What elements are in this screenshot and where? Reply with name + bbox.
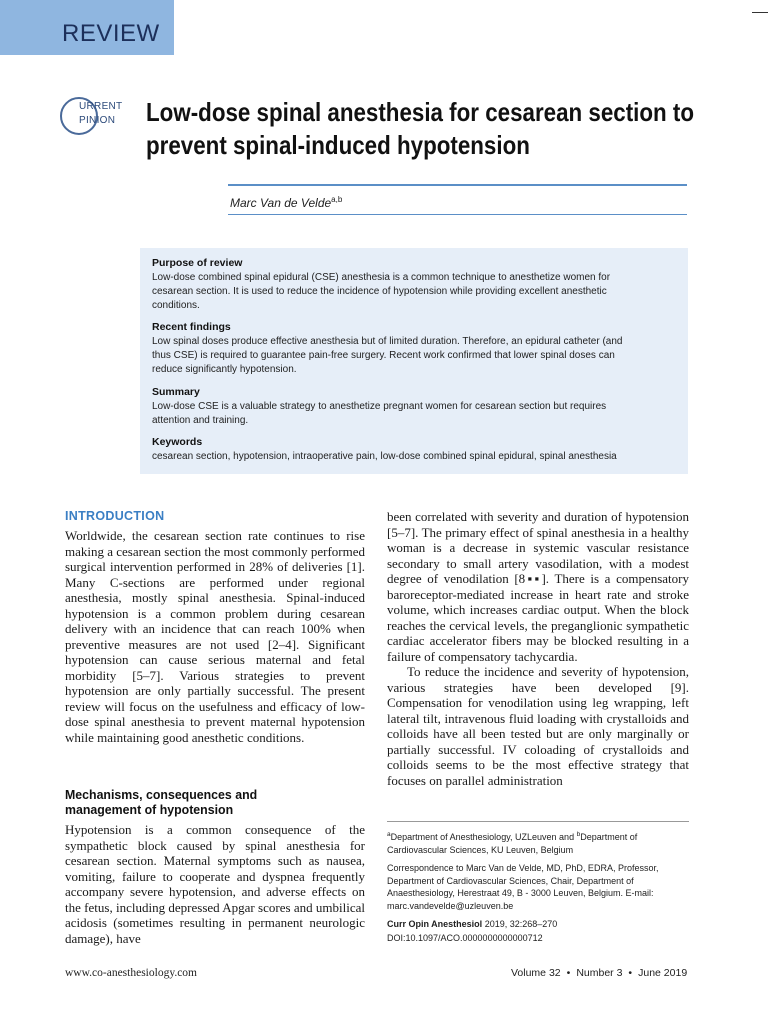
intro-paragraph: Worldwide, the cesarean section rate continues to rise making a cesarean section the most commonly performed surgical intervention performed in 28% of deliveries [1]. Many C-sections are performed under regional anesthesia, mostly spinal anesthesia. Spinal-induced hypotension is a common problem during cesarean delivery with an incidence that can reach 100% when preventive measures are not used [2–4]. Significant hypotension can cause serious maternal and fetal morbidity [5–7]. Various strategies to prevent hypotension are only partially successful. The present review will focus on the usefulness and efficacy of low-dose spinal anesthesia to prevent maternal hypotension while maintaining good anesthetic conditions. <box>65 528 365 745</box>
author-line <box>230 195 342 210</box>
logo-line1: URRENT <box>79 101 123 112</box>
author-affil-marks: a,b <box>331 195 343 204</box>
citation-details: 2019, 32:268–270 <box>482 919 558 929</box>
footer-issue-info <box>511 967 687 979</box>
findings-text <box>152 335 682 377</box>
summary-line: Low-dose CSE is a valuable strategy to anesthetize pregnant women for cesarean section but requires <box>152 401 607 412</box>
findings-heading: Recent findings <box>152 321 231 333</box>
right-paragraph-1: been correlated with severity and duration of hypotension [5–7]. The primary effect of spinal anesthesia in a healthy woman is a decrease in systemic vascular resistance secondary to small artery vasodilation, with a modest degree of venodilation [8▪▪]. There is a compensatory baroreceptor-mediated increase in heart rate and stroke volume, which increases cardiac output. When the block reaches the cervical levels, the preganglionic sympathetic cardiac accelerator fibers may be blocked resulting in a failure of compensatory tachycardia. <box>387 509 689 664</box>
findings-line: thus CSE) is required to guarantee pain-free surgery. Recent work confirmed that lower spinal doses can <box>152 350 615 361</box>
findings-line: Low spinal doses produce effective anesthesia but of limited duration. Therefore, an epidural catheter (and <box>152 336 623 347</box>
introduction-heading: INTRODUCTION <box>65 509 165 523</box>
findings-line: reduce significantly hypotension. <box>152 364 297 375</box>
logo-line2: PINION <box>79 115 116 126</box>
citation-journal: Curr Opin Anesthesiol <box>387 919 483 929</box>
affil-mark-a: a <box>387 831 391 838</box>
purpose-text <box>152 271 682 313</box>
left-column-intro <box>65 528 365 745</box>
affil-a: Department of Anesthesiology, UZLeuven and <box>390 832 577 842</box>
author-rule-bottom <box>228 214 687 215</box>
title-line1: Low-dose spinal anesthesia for cesarean section to <box>146 97 694 127</box>
footer-number: Number 3 <box>576 967 623 979</box>
section-tab <box>0 0 174 55</box>
footnote-rule <box>387 821 689 822</box>
summary-line: attention and training. <box>152 415 249 426</box>
right-column <box>387 509 689 788</box>
bullet-separator: • <box>628 967 633 979</box>
correspondence: Correspondence to Marc Van de Velde, MD, PhD, EDRA, Professor, Department of Cardiovascular Sciences, Chair, Department of Anaesthesiology, Herestraat 49, B - 3000 Leuven, Belgium. E-mail: marc.vandevelde@uzleuven.be <box>387 863 659 911</box>
author-rule-top <box>228 184 687 186</box>
mechanisms-paragraph: Hypotension is a common consequence of the sympathetic block caused by spinal anesthesia for cesarean section. Maternal symptoms such as nausea, vomiting, failure to cooperate and dyspnea frequently accompany severe hypotension, and adverse effects on the fetus, including depressed Apgar scores and umbilical acidosis (sometimes resulting in permanent neurologic damage), have <box>65 822 365 946</box>
footer-volume: Volume 32 <box>511 967 561 979</box>
purpose-line: cesarean section. It is used to reduce the incidence of hypotension while providing excellent anesthetic <box>152 286 607 297</box>
purpose-heading: Purpose of review <box>152 257 243 269</box>
footnotes <box>387 829 690 950</box>
title-line2: prevent spinal-induced hypotension <box>146 130 530 160</box>
current-opinion-logo <box>60 97 132 135</box>
corner-mark <box>752 12 768 13</box>
affil-b: Department of Cardiovascular Sciences, KU Leuven, Belgium <box>387 832 638 855</box>
summary-heading: Summary <box>152 386 200 398</box>
footer-website: www.co-anesthesiology.com <box>65 967 198 979</box>
summary-text <box>152 400 682 428</box>
citation <box>387 918 690 931</box>
bullet-separator: • <box>566 967 571 979</box>
keywords-heading: Keywords <box>152 436 203 448</box>
affil-mark-b: b <box>576 831 581 838</box>
purpose-line: conditions. <box>152 300 200 311</box>
article-title <box>146 96 694 162</box>
left-column-mechanisms <box>65 822 365 946</box>
right-paragraph-2: To reduce the incidence and severity of hypotension, various strategies have been developed [9]. Compensation for venodilation using leg wrapping, left lateral tilt, intravenous fluid loading with crystalloids and colloids have all been tested but are only marginally or partially successful. IV coloading of crystalloids and colloids seems to be the most effective strategy that focuses on parallel administration <box>387 664 689 788</box>
abstract-box <box>140 248 688 474</box>
footer-date: June 2019 <box>638 967 688 979</box>
affiliations <box>387 829 690 856</box>
author-name: Marc Van de Velde <box>230 196 332 210</box>
doi: DOI:10.1097/ACO.0000000000000712 <box>387 932 543 943</box>
mechanisms-heading: Mechanisms, consequences and management of hypotension <box>65 787 258 817</box>
keywords-text: cesarean section, hypotension, intraoperative pain, low-dose combined spinal epidural, spinal anesthesia <box>152 451 617 462</box>
section-tab-label: REVIEW <box>62 20 160 47</box>
purpose-line: Low-dose combined spinal epidural (CSE) anesthesia is a common technique to anesthetize women for <box>152 272 611 283</box>
